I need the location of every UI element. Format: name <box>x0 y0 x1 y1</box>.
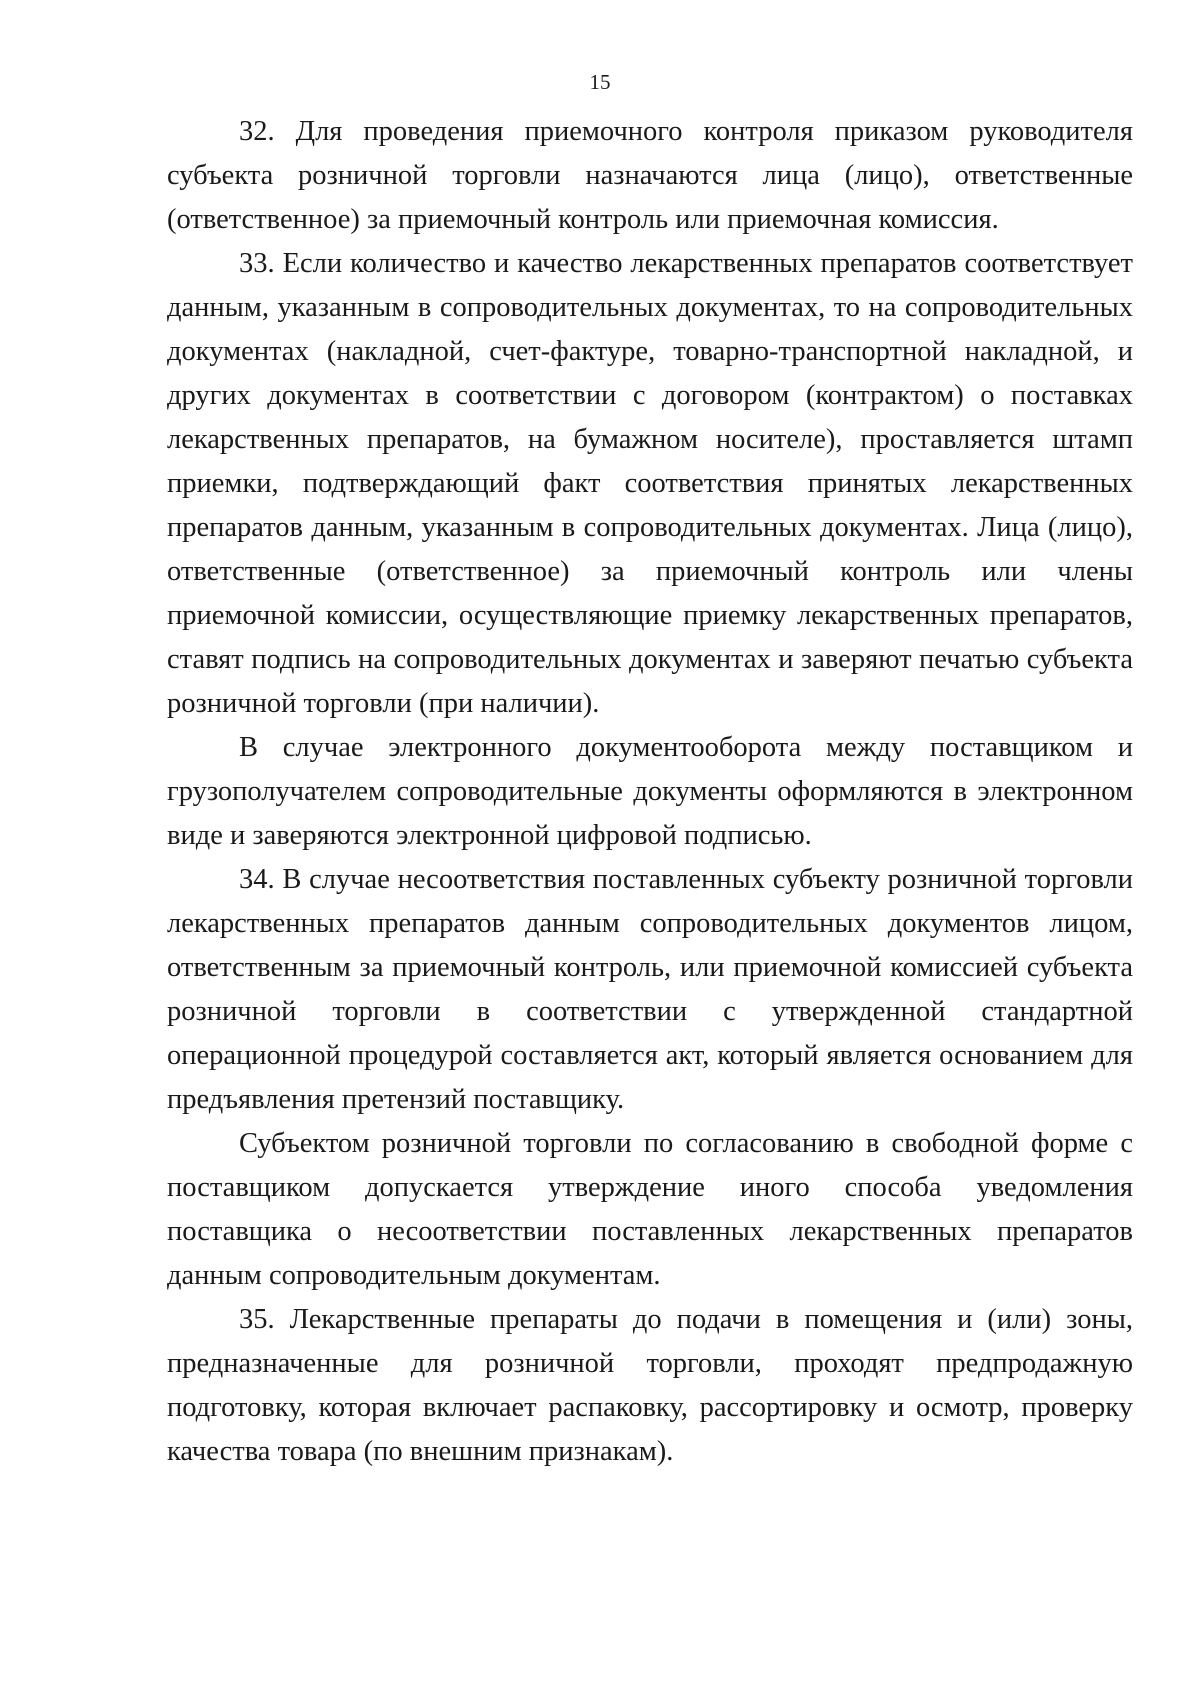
paragraph-34: 34. В случае несоответствия поставленных субъекту розничной торговли лекарственных препаратов данным сопроводительных документов лицом, ответственным за приемочный контроль, или приемочной комиссией субъекта розничной торговли в соответствии с утвержденной стандартной операционной процедурой составляется акт, который является основанием для предъявления претензий поставщику. <box>167 864 1133 1115</box>
paragraph-33: 33. Если количество и качество лекарственных препаратов соответствует данным, указанным в сопроводительных документах, то на сопроводительных документах (накладной, счет-фактуре, товарно-транспортной накладной, и других документах в соответствии с договором (контрактом) о поставках лекарственных препаратов, на бумажном носителе), проставляется штамп приемки, подтверждающий факт соответствия принятых лекарственных препаратов данным, указанным в сопроводительных документах. Лица (лицо), ответственные (ответственное) за приемочный контроль или члены приемочной комиссии, осуществляющие приемку лекарственных препаратов, ставят подпись на сопроводительных документах и заверяют печатью субъекта розничной торговли (при наличии). <box>167 248 1133 719</box>
page-number: 15 <box>589 70 611 94</box>
paragraph-notification: Субъектом розничной торговли по согласованию в свободной форме с поставщиком допускается утверждение иного способа уведомления поставщика о несоответствии поставленных лекарственных препаратов данным сопроводительным документам. <box>167 1128 1133 1291</box>
paragraph-electronic-docs: В случае электронного документооборота между поставщиком и грузополучателем сопроводительные документы оформляются в электронном виде и заверяются электронной цифровой подписью. <box>167 732 1133 851</box>
paragraph-35: 35. Лекарственные препараты до подачи в помещения и (или) зоны, предназначенные для розничной торговли, проходят предпродажную подготовку, которая включает распаковку, рассортировку и осмотр, проверку качества товара (по внешним признакам). <box>167 1304 1133 1467</box>
document-body <box>167 110 1133 1474</box>
paragraph-32: 32. Для проведения приемочного контроля приказом руководителя субъекта розничной торговли назначаются лица (лицо), ответственные (ответственное) за приемочный контроль или приемочная комиссия. <box>167 116 1133 235</box>
